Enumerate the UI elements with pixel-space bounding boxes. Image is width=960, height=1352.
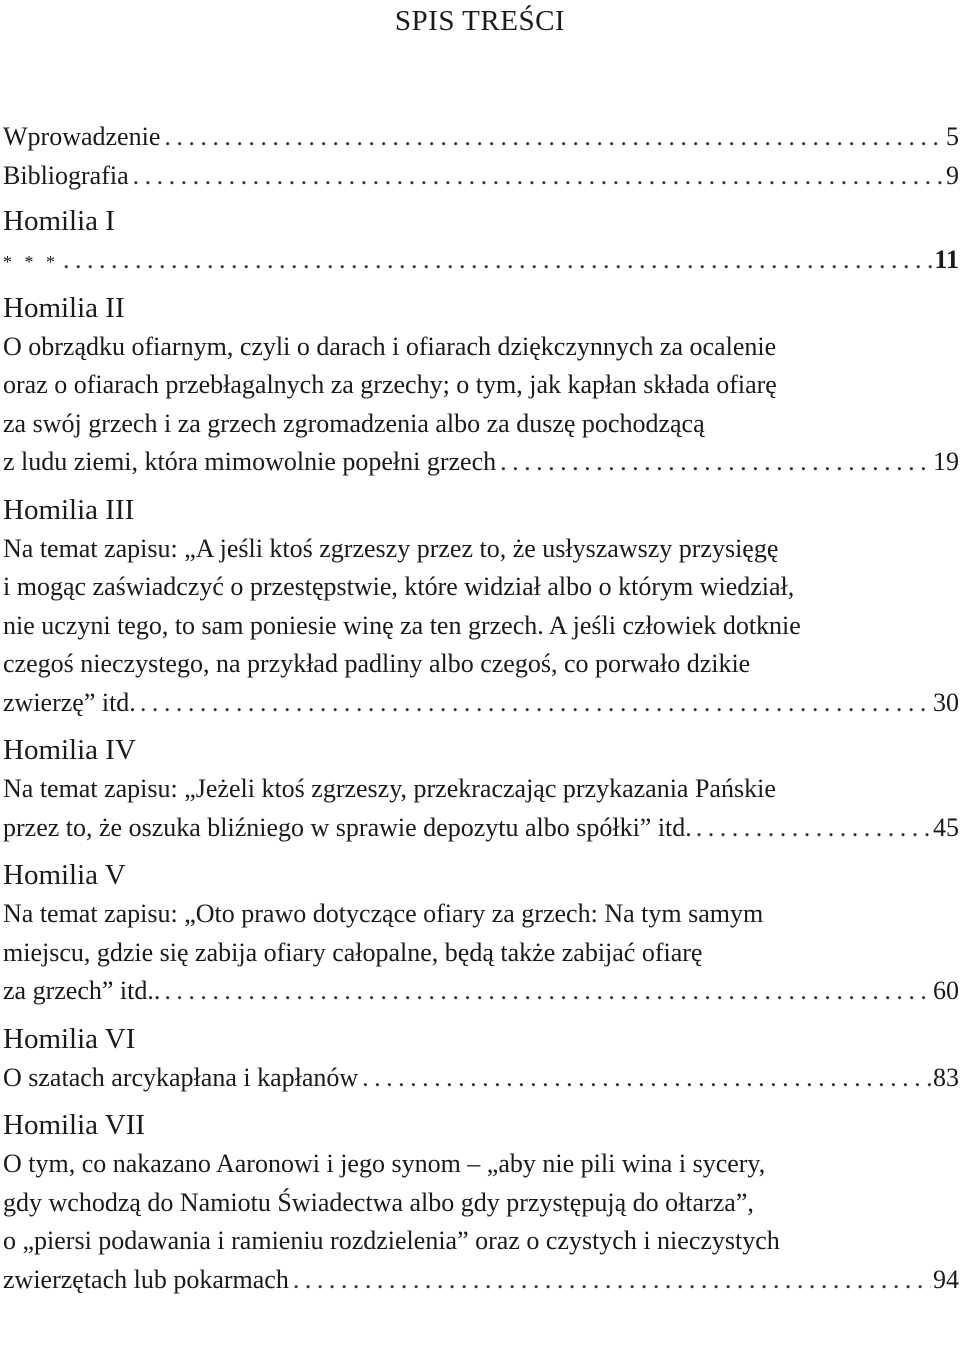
toc-page-number: 83	[933, 1062, 959, 1092]
toc-page-number: 94	[933, 1264, 959, 1294]
toc-entry-homily-6[interactable]	[3, 1059, 959, 1098]
dot-leader	[293, 1261, 931, 1300]
homily-heading: Homilia I	[3, 205, 115, 237]
toc-entry-text: za grzech” itd..	[3, 976, 161, 1005]
toc-entry-homily-1[interactable]	[3, 241, 959, 280]
toc-entry-text: Bibliografia	[3, 160, 129, 190]
dot-leader	[500, 443, 931, 482]
dot-leader	[164, 972, 931, 1011]
dot-leader	[362, 1059, 931, 1098]
toc-entry-line: o „piersi podawania i ramieniu rozdzielenia” oraz o czystych i nieczystych	[3, 1226, 780, 1255]
toc-entry-line: Na temat zapisu: „Jeżeli ktoś zgrzeszy, przekraczając przykazania Pańskie	[3, 774, 776, 803]
dot-leader	[164, 118, 944, 157]
toc-entry-introduction[interactable]	[3, 118, 959, 157]
toc-page-number: 11	[934, 245, 959, 274]
toc-entry-line: i mogąc zaświadczyć o przestępstwie, które widział albo o którym wiedział,	[3, 572, 795, 601]
dot-leader	[63, 241, 932, 280]
toc-page-number: 9	[946, 160, 959, 190]
table-of-contents	[3, 118, 959, 1299]
toc-page-number: 45	[933, 812, 959, 842]
dot-leader	[696, 809, 931, 848]
toc-entry-text: zwierzętach lub pokarmach	[3, 1264, 289, 1294]
homily-heading: Homilia VI	[3, 1022, 136, 1055]
homily-heading: Homilia IV	[3, 734, 136, 766]
homily-heading: Homilia II	[3, 291, 125, 324]
homily-heading: Homilia V	[3, 859, 126, 891]
toc-entry-text: O szatach arcykapłana i kapłanów	[3, 1062, 359, 1092]
toc-entry-line: O tym, co nakazano Aaronowi i jego synom – „aby nie pili wina i sycery,	[3, 1149, 766, 1178]
toc-entry-line: za swój grzech i za grzech zgromadzenia albo za duszę pochodzącą	[3, 408, 705, 438]
toc-entry-text: przez to, że oszuka bliźniego w sprawie depozytu albo spółki” itd.	[3, 812, 692, 842]
toc-entry-text: z ludu ziemi, która mimowolnie popełni grzech	[3, 447, 497, 476]
toc-page-number: 5	[946, 122, 959, 151]
dot-leader	[140, 684, 931, 723]
page-title: SPIS TREŚCI	[394, 5, 566, 37]
toc-entry-homily-5[interactable]	[3, 972, 959, 1011]
toc-entry-bibliography[interactable]	[3, 157, 959, 196]
dot-leader	[133, 157, 944, 196]
toc-entry-homily-2[interactable]	[3, 443, 959, 482]
homily-heading: Homilia III	[3, 493, 135, 526]
toc-entry-line: miejscu, gdzie się zabija ofiary całopalne, będą także zabijać ofiarę	[3, 937, 703, 967]
toc-entry-text: * * *	[3, 252, 59, 272]
toc-entry-homily-4[interactable]	[3, 809, 959, 848]
toc-page-number: 19	[933, 447, 959, 476]
toc-entry-homily-3[interactable]	[3, 684, 959, 723]
toc-entry-line: gdy wchodzą do Namiotu Świadectwa albo gdy przystępują do ołtarza”,	[3, 1187, 754, 1217]
toc-entry-line: Na temat zapisu: „Oto prawo dotyczące ofiary za grzech: Na tym samym	[3, 899, 764, 928]
toc-page-number: 60	[933, 976, 959, 1005]
toc-entry-line: Na temat zapisu: „A jeśli ktoś zgrzeszy przez to, że usłyszawszy przysięgę	[3, 533, 779, 563]
toc-entry-line: nie uczyni tego, to sam poniesie winę za ten grzech. A jeśli człowiek dotknie	[3, 610, 801, 640]
toc-entry-text: Wprowadzenie	[3, 122, 161, 151]
toc-entry-line: O obrządku ofiarnym, czyli o darach i ofiarach dziękczynnych za ocalenie	[3, 331, 777, 361]
toc-entry-homily-7[interactable]	[3, 1261, 959, 1300]
toc-page-number: 30	[933, 687, 959, 717]
toc-entry-line: czegoś nieczystego, na przykład padliny albo czegoś, co porwało dzikie	[3, 649, 751, 678]
toc-entry-text: zwierzę” itd.	[3, 687, 136, 717]
homily-heading: Homilia VII	[3, 1109, 146, 1141]
toc-entry-line: oraz o ofiarach przebłagalnych za grzechy; o tym, jak kapłan składa ofiarę	[3, 370, 777, 399]
